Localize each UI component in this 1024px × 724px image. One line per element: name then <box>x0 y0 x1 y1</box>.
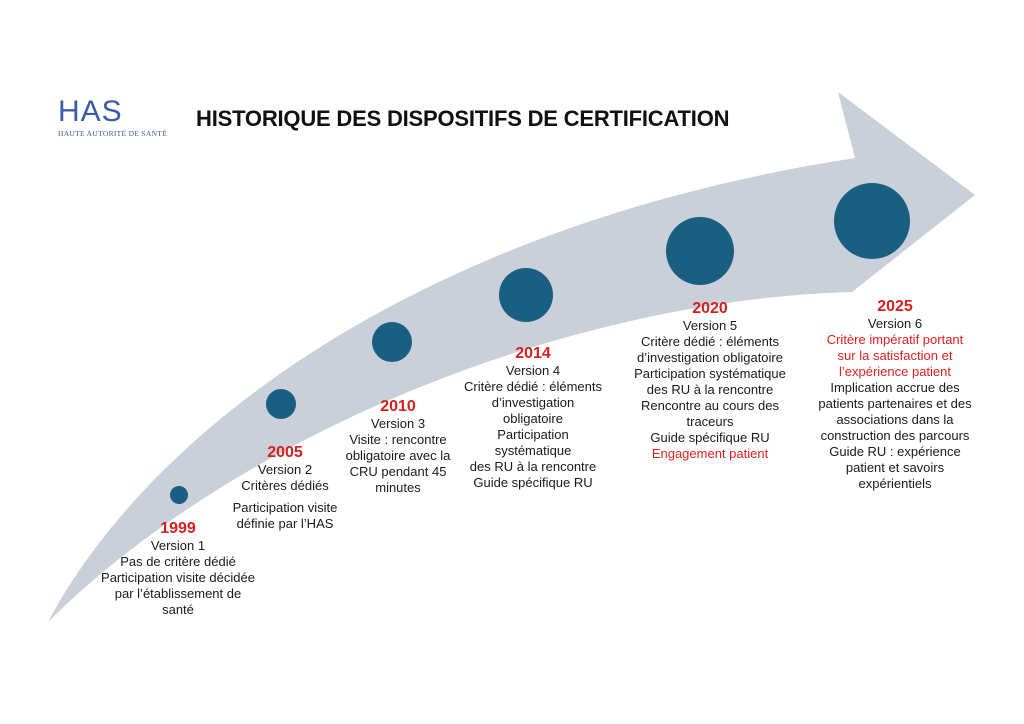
milestone-dot-2014 <box>499 268 553 322</box>
milestone-2010 <box>328 398 468 496</box>
milestone-text: Participation visite décidée <box>101 570 255 585</box>
milestone-year: 2020 <box>692 300 728 317</box>
milestone-text: systématique <box>494 443 572 458</box>
milestone-text: Version 6 <box>867 316 923 331</box>
page-title: HISTORIQUE DES DISPOSITIFS DE CERTIFICATION <box>196 106 730 131</box>
milestone-text-highlight: sur la satisfaction et <box>837 348 953 363</box>
milestone-text: Guide spécifique RU <box>650 430 770 445</box>
milestone-text: Participation visite <box>232 500 338 515</box>
milestone-2014 <box>448 345 618 491</box>
milestone-text: définie par l’HAS <box>236 516 334 531</box>
milestone-2025 <box>800 298 990 492</box>
milestone-text: d’investigation <box>491 395 575 410</box>
milestone-text: obligatoire <box>503 411 563 426</box>
milestone-text: Critère dédié : éléments <box>463 379 602 394</box>
milestone-year: 2025 <box>877 298 913 315</box>
milestone-text: des RU à la rencontre <box>646 382 774 397</box>
milestone-text: Guide RU : expérience <box>829 444 961 459</box>
milestone-text: Implication accrue des <box>830 380 960 395</box>
milestone-text: construction des parcours <box>820 428 970 443</box>
logo-mark: HAS <box>58 95 123 128</box>
milestone-text: Version 3 <box>370 416 426 431</box>
milestone-dot-2010 <box>372 322 412 362</box>
milestone-text: Version 5 <box>682 318 738 333</box>
milestone-text: Pas de critère dédié <box>120 554 236 569</box>
milestone-text: par l’établissement de <box>114 586 242 601</box>
has-logo <box>58 97 168 138</box>
milestone-text: minutes <box>375 480 421 495</box>
milestone-text: Version 4 <box>505 363 561 378</box>
milestone-year: 2010 <box>380 398 416 415</box>
milestone-dot-2025 <box>834 183 910 259</box>
milestone-text: patients partenaires et des <box>818 396 972 411</box>
milestone-text: CRU pendant 45 <box>349 464 447 479</box>
milestone-dot-2005 <box>266 389 296 419</box>
milestone-text: Guide spécifique RU <box>473 475 593 490</box>
milestone-text: d’investigation obligatoire <box>637 350 783 365</box>
milestone-text-highlight: Critère impératif portant <box>826 332 964 347</box>
milestone-text-highlight: l’expérience patient <box>838 364 952 379</box>
milestone-text: Version 1 <box>150 538 206 553</box>
milestone-year: 2005 <box>267 444 303 461</box>
milestone-text: Critères dédiés <box>241 478 329 493</box>
milestone-text: patient et savoirs <box>845 460 945 475</box>
milestone-text: traceurs <box>686 414 734 429</box>
milestone-dot-1999 <box>170 486 188 504</box>
milestone-text: Rencontre au cours des <box>640 398 780 413</box>
milestone-text: Version 2 <box>257 462 313 477</box>
milestone-text: santé <box>162 602 194 617</box>
milestone-2020 <box>620 300 800 462</box>
milestone-text: Participation <box>497 427 569 442</box>
milestone-text: expérientiels <box>858 476 932 491</box>
milestone-text-highlight: Engagement patient <box>651 446 769 461</box>
milestone-text: Participation systématique <box>634 366 786 381</box>
milestone-text: Critère dédié : éléments <box>640 334 779 349</box>
milestone-dot-2020 <box>666 217 734 285</box>
milestone-year: 1999 <box>160 520 196 537</box>
milestone-text: des RU à la rencontre <box>469 459 597 474</box>
logo-subtitle: HAUTE AUTORITÉ DE SANTÉ <box>58 129 168 138</box>
milestone-text: Visite : rencontre <box>349 432 447 447</box>
milestone-1999 <box>88 520 268 618</box>
milestone-year: 2014 <box>515 345 551 362</box>
milestone-text: obligatoire avec la <box>345 448 451 463</box>
milestone-text: associations dans la <box>836 412 954 427</box>
